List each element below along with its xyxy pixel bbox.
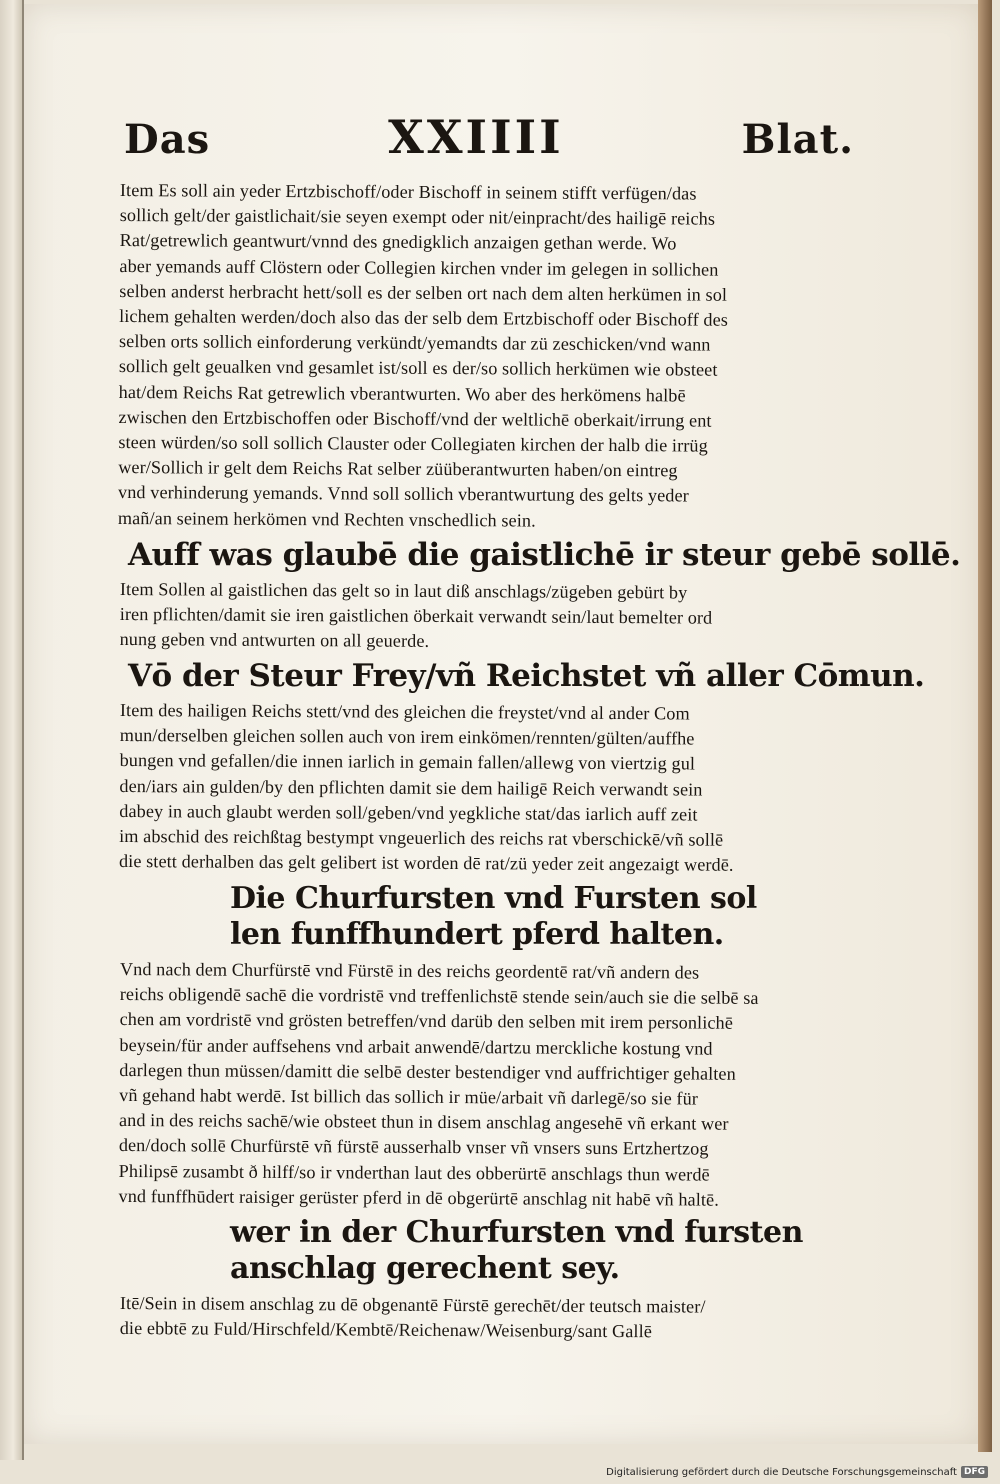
heading-line: wer in der Churfursten vnd fursten [230,1214,803,1250]
section-heading-churfursten [230,881,860,953]
heading-line: Auff was glaubē die gaistlichē ir steur gebē sollē. [128,536,961,573]
credit-text: Digitalisierung gefördert durch die Deutsche Forschungsgemeinschaft [606,1466,957,1478]
text-line: hat/dem Reichs Rat getrewlich vberantwurten. Wo aber des herkömens halbē [118,381,686,406]
section-heading-anschlag [230,1215,860,1287]
text-line: reichs obligendē sachē die vordristē vnd treffenlichstē stende sein/auch sie die selbē sa [119,984,759,1008]
heading-line: anschlag gerechent sey. [230,1250,620,1286]
paragraph-5 [120,1291,860,1346]
text-line: Item Es soll ain yeder Ertzbischoff/oder Bischoff in seinem stifft verfügen/das [119,179,697,204]
text-line: Vnd nach dem Churfürstē vnd Fürstē in des reichs geordentē rat/vñ andern des [119,958,700,983]
section-heading-steur [128,658,925,695]
text-line: steen würden/so soll sollich Clauster oder Collegiaten kirchen der halb die irrüg [118,432,708,456]
text-line: den/doch sollē Churfürstē vñ fürstē ausserhalb vnser vñ vnsers suns Ertzhertzog [118,1135,709,1159]
page-text [117,110,961,1342]
text-line: and in des reichs sachē/wie obsteet thun in disem anschlag angesehē vñ erkant wer [118,1110,729,1134]
text-line: vnd funffhūdert raisiger gerüster pferd in dē obgerürtē anschlag nit habē vñ haltē. [118,1185,719,1210]
heading-line: len funffhundert pferd halten. [230,916,724,952]
text-line: Itē/Sein in disem anschlag zu dē obgenantē Fürstē gerechēt/der teutsch maister/ [119,1292,706,1317]
text-line: wer/Sollich ir gelt dem Reichs Rat selber züüberantwurten haben/on eintreg [118,457,678,481]
text-line: aber yemands auff Clöstern oder Collegien kirchen vnder im gelegen in sollichen [119,255,719,280]
text-line: bungen vnd gefallen/die innen iarlich in gemain fallen/allewg von viertzig gul [119,750,696,775]
text-line: dabey in auch glaubt werden soll/geben/vnd yegkliche stat/das iarlich auff zeit [119,801,698,825]
paragraph-4 [118,957,860,1214]
text-line: mañ/an seinem herkömen vnd Rechten vnschedlich sein. [117,507,536,531]
text-line: Item Sollen al gaistlichen das gelt so in laut diß anschlags/zügeben gebürt by [119,578,688,603]
header-right: Blat. [741,116,854,163]
text-line: Philipsē zusambt ð hilff/so ir vnderthan laut des obberürtē anschlags thun werdē [118,1160,710,1185]
text-line: zwischen den Ertzbischoffen oder Bischoff/vnd der weltlichē oberkait/irrung ent [118,406,712,431]
text-line: chen am vordristē vnd grösten betreffen/vnd darüb den selben mit irem personlichē [119,1009,733,1034]
paragraph-1 [118,178,860,535]
text-line: vñ gehand habt werdē. Ist billich das sollich ir müe/arbait vñ darlegē/so sie für [119,1084,699,1109]
text-line: mun/derselben gleichen sollen auch von irem einkömen/rennten/gülten/auffhe [119,725,695,750]
digitization-credit [606,1466,988,1478]
section-heading-gaistliche [128,536,961,573]
text-line: Rat/getrewlich geantwurt/vnnd des gnedigklich anzaigen gethan werde. Wo [119,230,677,254]
folio-number: XXIIII [388,110,564,164]
heading-line: Vō der Steur Frey/vñ Reichstet vñ aller Cōmun. [128,658,925,695]
text-line: selben anderst herbracht hett/soll es der selben ort nach dem alten herkümen in sol [119,280,728,305]
text-line: iren pflichten/damit sie iren gaistlichen öberkait verwandt sein/laut bemelter ord [119,604,713,628]
text-line: sollich gelt geualken vnd gesamlet ist/soll es der/so sollich herkümen wie obsteet [118,356,718,381]
text-line: im abschid des reichßtag bestympt vngeuerlich des reichs rat vberschickē/vñ sollē [119,826,724,851]
header-left: Das [124,116,211,163]
heading-line: Die Churfursten vnd Fursten sol [230,880,757,916]
text-line: selben orts sollich einforderung verkündt/yemandts dar zü zeschicken/vnd wann [118,331,711,355]
text-line: vnd verhinderung yemands. Vnnd soll sollich vberantwurtung des gelts yeder [118,482,689,506]
text-line: lichem gehalten werden/doch also das der selb dem Ertzbischoff oder Bischoff des [119,306,729,330]
paragraph-2 [120,577,860,657]
text-line: beysein/für ander auffsehens vnd arbait anwendē/dartzu merckliche kostung vnd [119,1034,713,1059]
text-line: nung geben vnd antwurten on all geuerde. [119,629,430,652]
text-line: Item des hailigen Reichs stett/vnd des gleichen die freystet/vnd al ander Com [119,700,690,724]
dfg-logo: DFG [961,1466,988,1478]
book-binding-edge [978,0,992,1452]
text-line: den/iars ain gulden/by den pflichten damit sie dem hailigē Reich verwandt sein [119,776,703,800]
text-line: die ebbtē zu Fuld/Hirschfeld/Kembtē/Reichenaw/Weisenburg/sant Gallē [119,1318,653,1342]
previous-page-edge [0,0,24,1460]
paragraph-3 [119,698,860,879]
page-header [120,110,860,164]
text-line: die stett derhalben das gelt gelibert ist worden dē rat/zü yeder zeit angezaigt werdē. [118,851,734,876]
text-line: sollich gelt/der gaistlichait/sie seyen exempt oder nit/einpracht/des hailigē reichs [119,205,716,229]
text-line: darlegen thun müssen/damitt die selbē dester bestendiger vnd auffrichtiger gehalten [119,1059,736,1084]
